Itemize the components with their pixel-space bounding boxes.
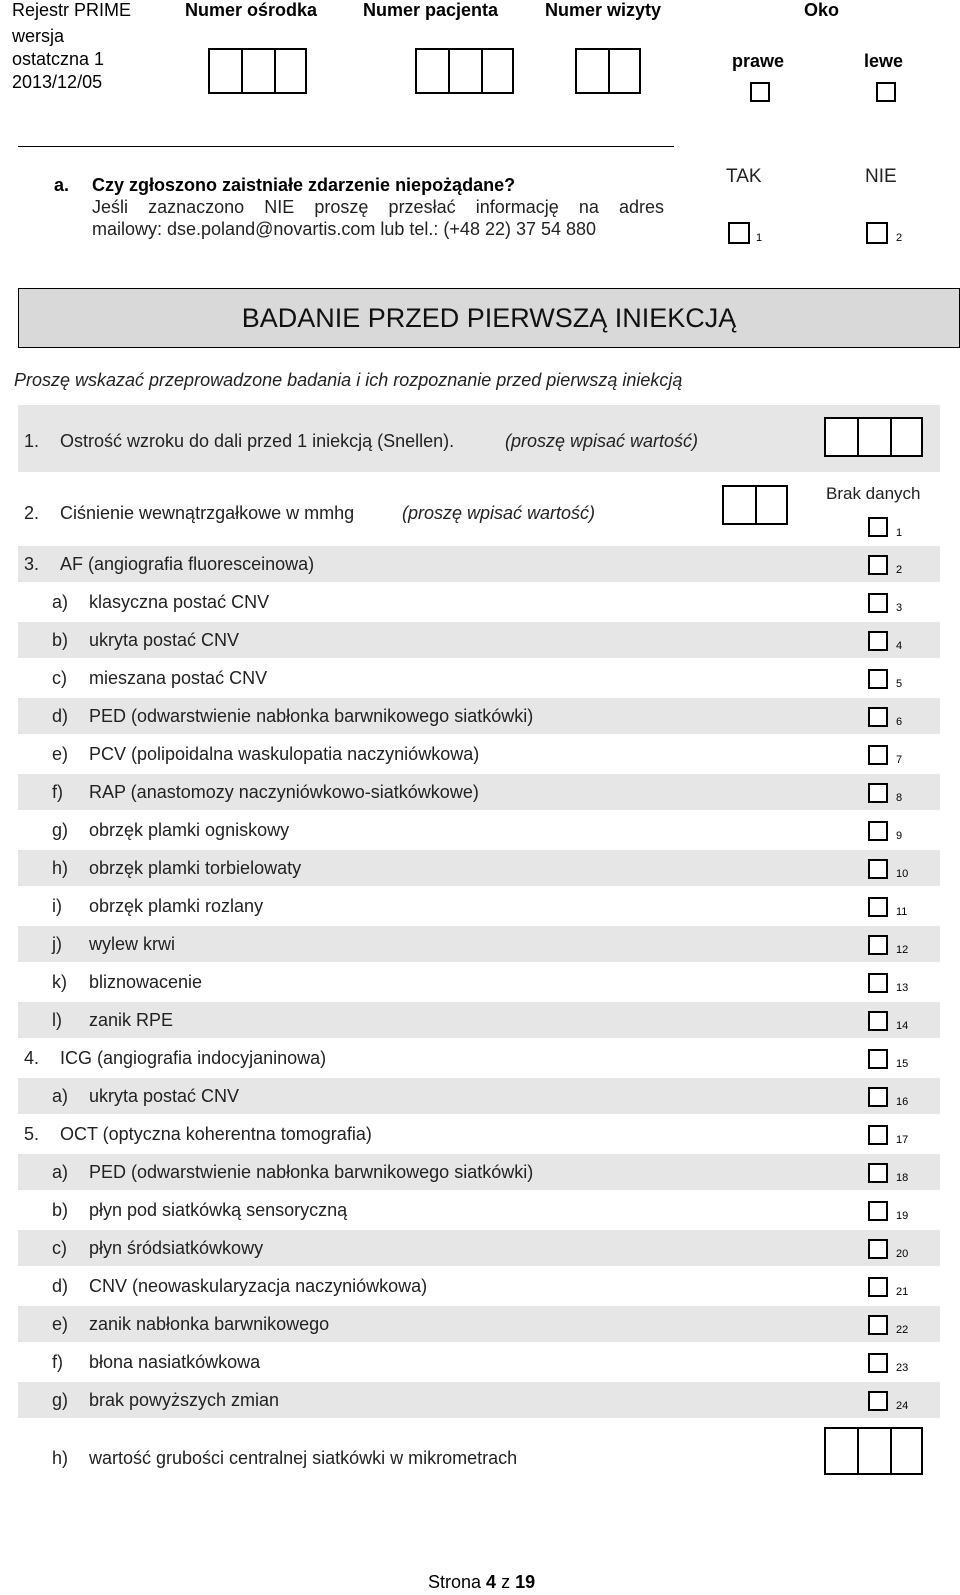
row-text: ICG (angiografia indocyjaninowa): [60, 1048, 327, 1068]
patient-number-box-3[interactable]: [481, 48, 514, 94]
row-marker: e): [52, 744, 69, 764]
row-code: 15: [896, 1058, 909, 1070]
row-text: zanik RPE: [89, 1010, 174, 1030]
row-checkbox[interactable]: [868, 593, 888, 613]
row-code: 5: [896, 678, 903, 690]
patient-number-box-2[interactable]: [448, 48, 481, 94]
row-checkbox[interactable]: [868, 1087, 888, 1107]
row-diffuse-edema: [18, 888, 940, 924]
visit-number-box-2[interactable]: [608, 48, 641, 94]
visual-acuity-box-3[interactable]: [890, 417, 923, 457]
row-code: 23: [896, 1362, 909, 1374]
adverse-note-line-1: Jeśli zaznaczono NIE proszę przesłać informację na adres: [92, 197, 664, 217]
row-oct-cnv: [18, 1268, 940, 1304]
row-code: 6: [896, 716, 903, 728]
page-footer: [428, 1572, 535, 1593]
patient-number-label: Numer pacjenta: [363, 0, 499, 20]
q1-hint: (proszę wpisać wartość): [505, 431, 699, 451]
row-checkbox[interactable]: [868, 1163, 888, 1183]
visual-acuity-box-2[interactable]: [857, 417, 890, 457]
center-number-boxes: [208, 48, 307, 94]
row-code: 7: [896, 754, 903, 766]
row-checkbox[interactable]: [868, 1239, 888, 1259]
row-marker: 3.: [24, 554, 40, 574]
row-checkbox[interactable]: [868, 1391, 888, 1411]
row-epiretinal-membrane: [18, 1344, 940, 1380]
adverse-note-line-2: mailowy: dse.poland@novartis.com lub tel.: (+48 22) 37 54 880: [92, 219, 597, 239]
visual-acuity-box-1[interactable]: [824, 417, 857, 457]
row-mixed-cnv: [18, 660, 940, 696]
iop-box-2[interactable]: [755, 485, 788, 525]
row-text: brak powyższych zmian: [89, 1390, 280, 1410]
row-marker: a): [52, 592, 69, 612]
version-label: wersja: [12, 26, 65, 46]
row-code: 3: [896, 602, 903, 614]
row-oct-ped: [18, 1154, 940, 1190]
row-text: AF (angiografia fluoresceinowa): [60, 554, 315, 574]
row-hemorrhage: [18, 926, 940, 962]
thickness-box-1[interactable]: [824, 1427, 857, 1475]
row-icg: [18, 1040, 940, 1076]
visit-number-label: Numer wizyty: [545, 0, 662, 20]
row-code: 10: [896, 868, 909, 880]
footer-sep: z: [496, 1572, 516, 1592]
visit-number-box-1[interactable]: [575, 48, 608, 94]
row-marker: j): [52, 934, 62, 954]
patient-number-box-1[interactable]: [415, 48, 448, 94]
right-eye-checkbox[interactable]: [750, 82, 770, 102]
row-code: 4: [896, 640, 903, 652]
row-text: obrzęk plamki rozlany: [89, 896, 264, 916]
footer-prefix: Strona: [428, 1572, 487, 1592]
row-marker: a): [52, 1162, 69, 1182]
thickness-box-3[interactable]: [890, 1427, 923, 1475]
visual-acuity-boxes: [824, 417, 923, 457]
row-checkbox[interactable]: [868, 1353, 888, 1373]
row-marker: b): [52, 630, 69, 650]
center-number-box-3[interactable]: [274, 48, 307, 94]
no-label: NIE: [865, 166, 897, 187]
version-value: ostatczna 1: [12, 49, 105, 69]
row-marker: i): [52, 896, 62, 916]
row-checkbox[interactable]: [868, 1201, 888, 1221]
row-text: ukryta postać CNV: [89, 630, 240, 650]
row-checkbox[interactable]: [868, 973, 888, 993]
thickness-text: wartość grubości centralnej siatkówki w mikrometrach: [89, 1448, 518, 1468]
row-marker: g): [52, 1390, 69, 1410]
row-checkbox[interactable]: [868, 783, 888, 803]
adverse-question: Czy zgłoszono zaistniałe zdarzenie niepożądane?: [92, 175, 516, 195]
row-marker: c): [52, 1238, 67, 1258]
row-text: PCV (polipoidalna waskulopatia naczyniówkowa): [89, 744, 480, 764]
row-marker: l): [52, 1010, 62, 1030]
row-no-changes: [18, 1382, 940, 1418]
row-text: zanik nabłonka barwnikowego: [89, 1314, 330, 1334]
row-checkbox[interactable]: [868, 859, 888, 879]
row-text: RAP (anastomozy naczyniówkowo-siatkówkowe): [89, 782, 479, 802]
q2-hint: (proszę wpisać wartość): [402, 503, 596, 523]
left-eye-label: lewe: [864, 51, 904, 71]
q2-number: 2.: [24, 503, 40, 523]
row-text: CNV (neowaskularyzacja naczyniówkowa): [89, 1276, 428, 1296]
row-marker: b): [52, 1200, 69, 1220]
row-marker: h): [52, 858, 69, 878]
header-divider: [18, 146, 674, 147]
row-checkbox[interactable]: [868, 1315, 888, 1335]
row-marker: 5.: [24, 1124, 40, 1144]
row-icg-occult-cnv: [18, 1078, 940, 1114]
section-intro: Proszę wskazać przeprowadzone badania i ich rozpoznanie przed pierwszą iniekcją: [14, 370, 683, 390]
adverse-no-checkbox[interactable]: [866, 222, 888, 244]
center-number-box-2[interactable]: [241, 48, 274, 94]
row-text: płyn pod siatkówką sensoryczną: [89, 1200, 348, 1220]
row-checkbox[interactable]: [868, 821, 888, 841]
iop-boxes: [722, 485, 788, 525]
row-checkbox[interactable]: [868, 745, 888, 765]
iop-box-1[interactable]: [722, 485, 755, 525]
row-checkbox[interactable]: [868, 669, 888, 689]
visual-acuity-row: [18, 405, 940, 472]
no-data-code: 1: [896, 527, 903, 539]
adverse-marker: a.: [54, 175, 70, 195]
thickness-box-2[interactable]: [857, 1427, 890, 1475]
footer-total: 19: [515, 1572, 536, 1592]
row-af: [18, 546, 940, 582]
row-text: OCT (optyczna koherentna tomografia): [60, 1124, 372, 1144]
row-text: ukryta postać CNV: [89, 1086, 240, 1106]
row-code: 9: [896, 830, 903, 842]
row-code: 8: [896, 792, 903, 804]
row-checkbox[interactable]: [868, 1277, 888, 1297]
footer-page: 4: [486, 1572, 497, 1592]
row-code: 13: [896, 982, 909, 994]
adverse-yes-checkbox[interactable]: [728, 222, 750, 244]
row-text: płyn śródsiatkówkowy: [89, 1238, 264, 1258]
visit-number-boxes: [575, 48, 641, 94]
right-eye-label: prawe: [732, 51, 785, 71]
row-code: 2: [896, 564, 903, 576]
left-eye-checkbox[interactable]: [876, 82, 896, 102]
row-checkbox[interactable]: [868, 1049, 888, 1069]
row-oct: [18, 1116, 940, 1152]
version-date: 2013/12/05: [12, 72, 103, 92]
row-checkbox[interactable]: [868, 555, 888, 575]
row-text: obrzęk plamki ogniskowy: [89, 820, 290, 840]
row-code: 20: [896, 1248, 909, 1260]
row-subretinal-fluid: [18, 1192, 940, 1228]
row-text: PED (odwarstwienie nabłonka barwnikowego siatkówki): [89, 706, 534, 726]
thickness-marker: h): [52, 1448, 69, 1468]
row-code: 21: [896, 1286, 909, 1298]
row-code: 22: [896, 1324, 909, 1336]
row-intraretinal-fluid: [18, 1230, 940, 1266]
row-code: 11: [896, 906, 908, 918]
row-code: 18: [896, 1172, 909, 1184]
row-marker: 4.: [24, 1048, 40, 1068]
row-classic-cnv: [18, 584, 940, 620]
row-pcv: [18, 736, 940, 772]
row-code: 14: [896, 1020, 909, 1032]
row-checkbox[interactable]: [868, 1125, 888, 1145]
row-pigment-atrophy: [18, 1306, 940, 1342]
row-checkbox[interactable]: [868, 707, 888, 727]
row-marker: k): [52, 972, 67, 992]
row-text: PED (odwarstwienie nabłonka barwnikowego siatkówki): [89, 1162, 534, 1182]
row-focal-edema: [18, 812, 940, 848]
no-data-checkbox[interactable]: [868, 517, 888, 537]
center-number-box-1[interactable]: [208, 48, 241, 94]
row-code: 12: [896, 944, 909, 956]
q1-number: 1.: [24, 431, 40, 451]
row-text: błona nasiatkówkowa: [89, 1352, 261, 1372]
patient-number-boxes: [415, 48, 514, 94]
row-code: 24: [896, 1400, 909, 1412]
section-title: BADANIE PRZED PIERWSZĄ INIEKCJĄ: [18, 288, 960, 348]
row-scarring: [18, 964, 940, 1000]
no-data-label: Brak danych: [826, 484, 921, 503]
row-text: klasyczna postać CNV: [89, 592, 270, 612]
row-text: wylew krwi: [89, 934, 176, 954]
row-occult-cnv: [18, 622, 940, 658]
row-ped: [18, 698, 940, 734]
row-checkbox[interactable]: [868, 1011, 888, 1031]
row-checkbox[interactable]: [868, 935, 888, 955]
registry-name: Rejestr PRIME: [12, 0, 132, 20]
row-text: obrzęk plamki torbielowaty: [89, 858, 302, 878]
adverse-no-code: 2: [896, 232, 903, 244]
row-marker: f): [52, 1352, 63, 1372]
row-marker: f): [52, 782, 63, 802]
thickness-boxes: [824, 1427, 923, 1475]
row-rap: [18, 774, 940, 810]
row-checkbox[interactable]: [868, 897, 888, 917]
row-marker: g): [52, 820, 69, 840]
row-marker: c): [52, 668, 67, 688]
row-cystoid-edema: [18, 850, 940, 886]
row-rpe-atrophy: [18, 1002, 940, 1038]
q1-text: Ostrość wzroku do dali przed 1 iniekcją (Snellen).: [60, 431, 455, 451]
row-checkbox[interactable]: [868, 631, 888, 651]
row-code: 16: [896, 1096, 909, 1108]
yes-label: TAK: [726, 166, 762, 187]
row-text: bliznowacenie: [89, 972, 203, 992]
row-code: 19: [896, 1210, 909, 1222]
adverse-yes-code: 1: [756, 232, 763, 244]
row-marker: d): [52, 1276, 69, 1296]
center-number-label: Numer ośrodka: [185, 0, 318, 20]
row-marker: d): [52, 706, 69, 726]
row-code: 17: [896, 1134, 909, 1146]
row-marker: e): [52, 1314, 69, 1334]
row-text: mieszana postać CNV: [89, 668, 268, 688]
q2-text: Ciśnienie wewnątrzgałkowe w mmhg: [60, 503, 355, 523]
row-marker: a): [52, 1086, 69, 1106]
eye-label: Oko: [804, 0, 840, 20]
